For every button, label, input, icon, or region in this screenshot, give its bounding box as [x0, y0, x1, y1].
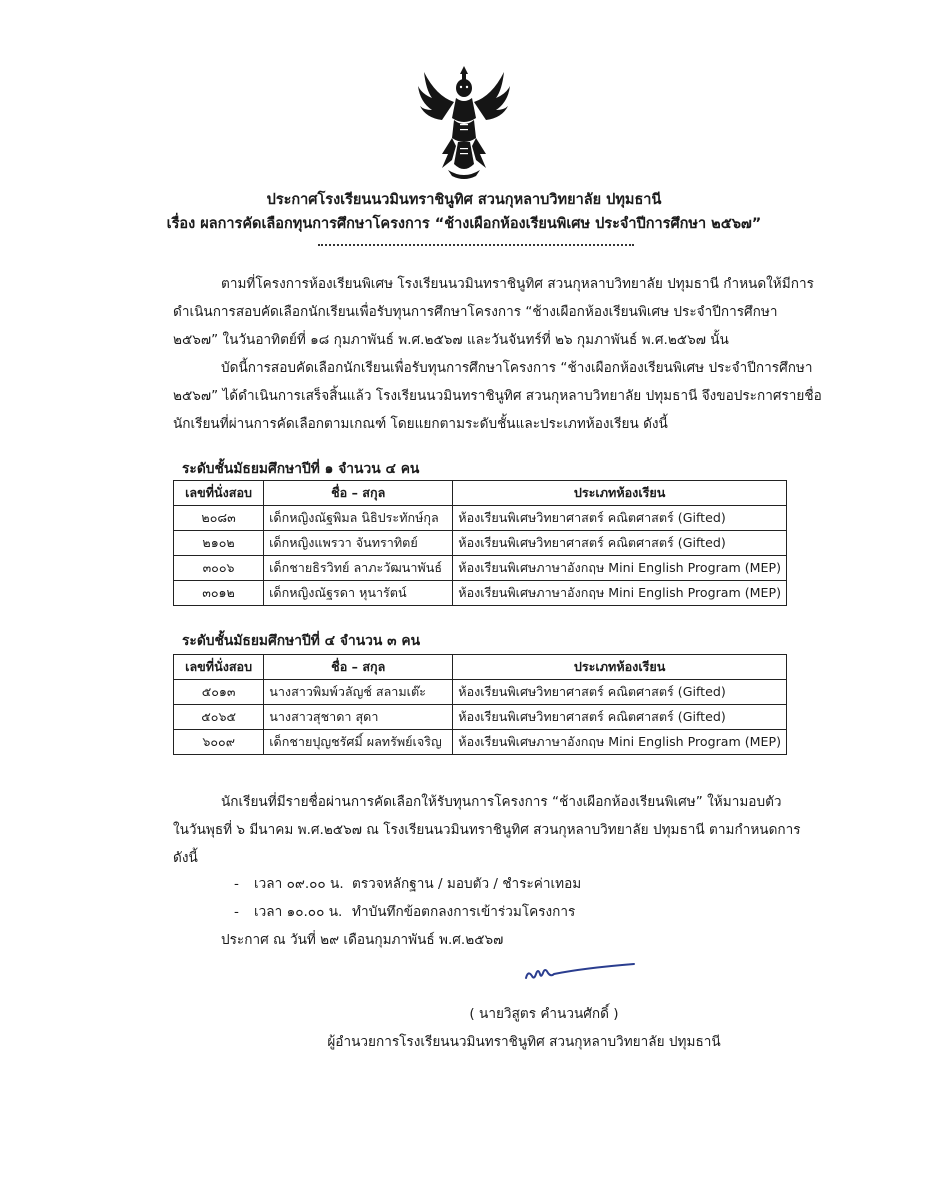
seat-number: ๒๑๐๒ [174, 531, 264, 556]
intro-paragraph-2: บัดนี้การสอบคัดเลือกนักเรียนเพื่อรับทุนการศึกษาโครงการ “ช้างเผือกห้องเรียนพิเศษ ประจำปีการศึกษา ๒๕๖๗” ได้ดำเนินการเสร็จสิ้นแล้ว โรงเรียนนวมินทราชินูทิศ สวนกุหลาบวิทยาลัย ปทุมธานี จึงขอประกาศรายชื่อ นักเรียนที่ผ่านการคัดเลือกตามเกณฑ์ โดยแยกตามระดับชั้นและประเภทห้องเรียน ดังนี้ [173, 360, 822, 432]
seat-number: ๕๐๖๕ [174, 705, 264, 730]
seat-number: ๓๐๑๒ [174, 581, 264, 606]
class-type: ห้องเรียนพิเศษภาษาอังกฤษ Mini English Program (MEP) [453, 581, 787, 606]
table-header-row [174, 481, 787, 506]
announcement-subject: เรื่อง ผลการคัดเลือกทุนการศึกษาโครงการ “ช้างเผือกห้องเรียนพิเศษ ประจำปีการศึกษา ๒๕๖๗” [166, 216, 762, 232]
col-name: ชื่อ – สกุล [264, 655, 453, 680]
level1-heading: ระดับชั้นมัธยมศึกษาปีที่ ๑ จำนวน ๔ คน [182, 461, 420, 477]
table-row [174, 581, 787, 606]
announcement-title: ประกาศโรงเรียนนวมินทราชินูทิศ สวนกุหลาบวิทยาลัย ปทุมธานี [266, 192, 662, 208]
student-name: เด็กชายธิรวิทย์ ลาภะวัฒนาพันธ์ [264, 556, 453, 581]
signer-name: ( นายวิสูตร คำนวนศักดิ์ ) [469, 1006, 619, 1022]
student-name: เด็กหญิงแพรวา จันทราทิตย์ [264, 531, 453, 556]
signer-position: ผู้อำนวยการโรงเรียนนวมินทราชินูทิศ สวนกุหลาบวิทยาลัย ปทุมธานี [327, 1034, 721, 1050]
student-name: นางสาวพิมพ์วลัญช์ สลามเต๊ะ [264, 680, 453, 705]
intro-paragraph-1: ตามที่โครงการห้องเรียนพิเศษ โรงเรียนนวมินทราชินูทิศ สวนกุหลาบวิทยาลัย ปทุมธานี กำหนดให้มีการ ดำเนินการสอบคัดเลือกนักเรียนเพื่อรับทุนการศึกษาโครงการ “ช้างเผือกห้องเรียนพิเศษ ประจำปีการศึกษา ๒๕๖๗” ในวันอาทิตย์ที่ ๑๘ กุมภาพันธ์ พ.ศ.๒๕๖๗ และวันจันทร์ที่ ๒๖ กุมภาพันธ์ พ.ศ.๒๕๖๗ นั้น [173, 276, 814, 348]
seat-number: ๒๐๘๓ [174, 506, 264, 531]
table-header-row [174, 655, 787, 680]
dotted-divider [318, 244, 634, 246]
class-type: ห้องเรียนพิเศษวิทยาศาสตร์ คณิตศาสตร์ (Gifted) [453, 531, 787, 556]
student-name: นางสาวสุชาดา สุดา [264, 705, 453, 730]
student-name: เด็กหญิงณัฐพิมล นิธิประทักษ์กุล [264, 506, 453, 531]
signature-mark-icon [520, 958, 670, 986]
class-type: ห้องเรียนพิเศษภาษาอังกฤษ Mini English Program (MEP) [453, 556, 787, 581]
class-type: ห้องเรียนพิเศษวิทยาศาสตร์ คณิตศาสตร์ (Gifted) [453, 680, 787, 705]
table-row [174, 705, 787, 730]
level4-heading: ระดับชั้นมัธยมศึกษาปีที่ ๔ จำนวน ๓ คน [182, 633, 421, 649]
seat-number: ๓๐๐๖ [174, 556, 264, 581]
col-name: ชื่อ – สกุล [264, 481, 453, 506]
table-row [174, 531, 787, 556]
table-row [174, 506, 787, 531]
class-type: ห้องเรียนพิเศษวิทยาศาสตร์ คณิตศาสตร์ (Gifted) [453, 506, 787, 531]
class-type: ห้องเรียนพิเศษภาษาอังกฤษ Mini English Program (MEP) [453, 730, 787, 755]
garuda-emblem-icon [414, 62, 514, 180]
col-type: ประเภทห้องเรียน [453, 481, 787, 506]
student-name: เด็กชายปุญชรัศมิ์ ผลทรัพย์เจริญ [264, 730, 453, 755]
closing-paragraph: นักเรียนที่มีรายชื่อผ่านการคัดเลือกให้รับทุนการโครงการ “ช้างเผือกห้องเรียนพิเศษ” ให้มามอบตัว ในวันพุธที่ ๖ มีนาคม พ.ศ.๒๕๖๗ ณ โรงเรียนนวมินทราชินูทิศ สวนกุหลาบวิทยาลัย ปทุมธานี ตามกำหนดการ ดังนี้ [173, 794, 801, 866]
col-seat: เลขที่นั่งสอบ [174, 655, 264, 680]
schedule-item: - เวลา ๐๙.๐๐ น. ตรวจหลักฐาน / มอบตัว / ชำระค่าเทอม [234, 876, 582, 892]
table-row [174, 556, 787, 581]
level4-table [173, 654, 787, 755]
seat-number: ๖๐๐๙ [174, 730, 264, 755]
schedule-item: - เวลา ๑๐.๐๐ น. ทำบันทึกข้อตกลงการเข้าร่วมโครงการ [234, 904, 576, 920]
class-type: ห้องเรียนพิเศษวิทยาศาสตร์ คณิตศาสตร์ (Gifted) [453, 705, 787, 730]
col-seat: เลขที่นั่งสอบ [174, 481, 264, 506]
level1-table [173, 480, 787, 606]
seat-number: ๕๐๑๓ [174, 680, 264, 705]
student-name: เด็กหญิงณัฐรดา หุนารัตน์ [264, 581, 453, 606]
announce-date: ประกาศ ณ วันที่ ๒๙ เดือนกุมภาพันธ์ พ.ศ.๒๕๖๗ [221, 932, 504, 948]
col-type: ประเภทห้องเรียน [453, 655, 787, 680]
table-row [174, 680, 787, 705]
table-row [174, 730, 787, 755]
